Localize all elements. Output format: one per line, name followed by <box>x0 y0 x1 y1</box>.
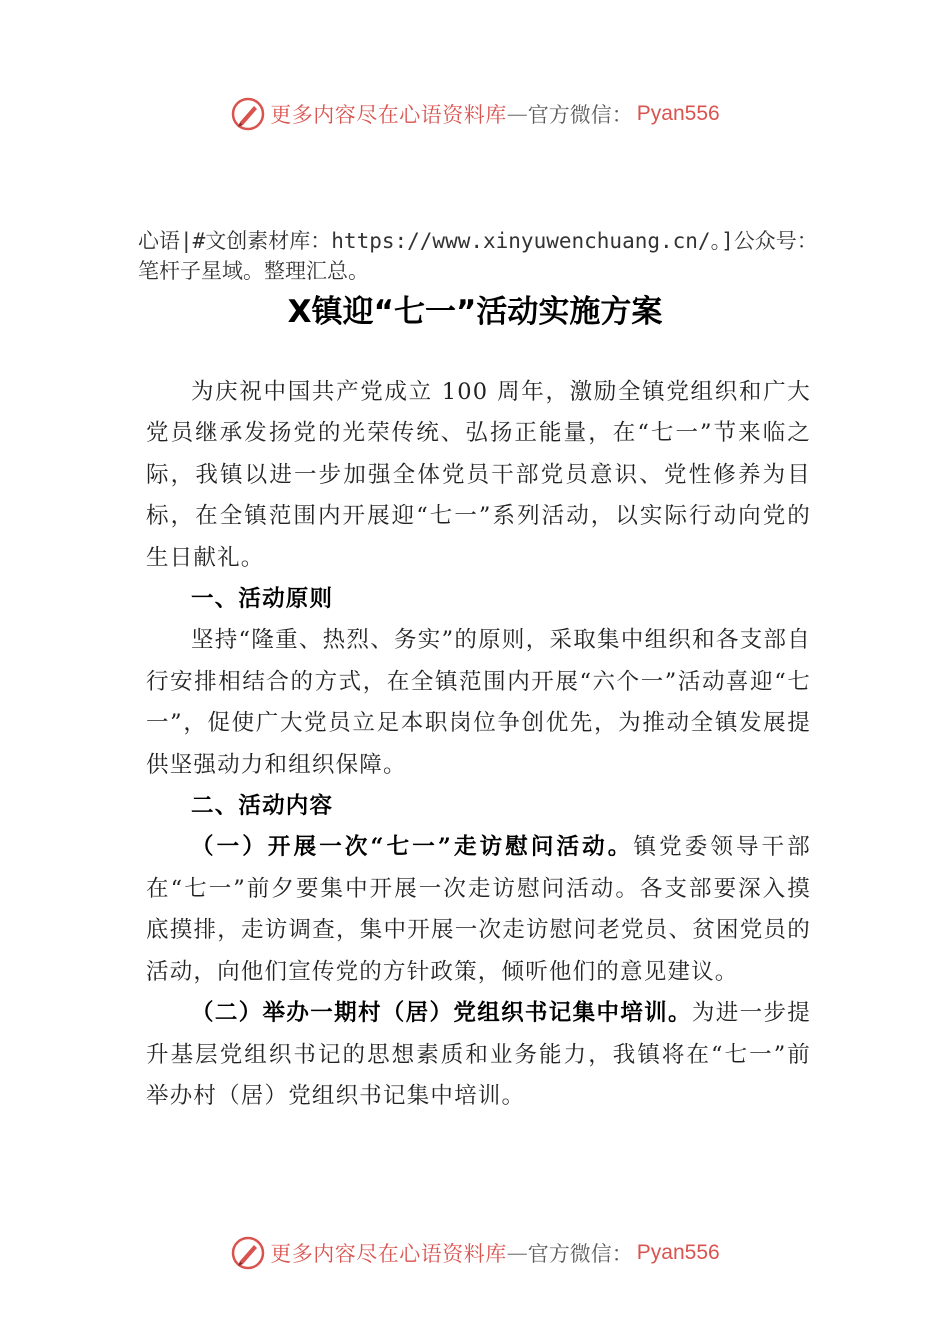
item-2-body: 为进一步提升基层党组织书记的思想素质和业务能力，我镇将在“七一”前举办村（居）党组织书记集中培训。 <box>146 1000 811 1109</box>
footer-banner-wechat-label: 官方微信： <box>527 1242 633 1266</box>
banner-wechat-label: 官方微信： <box>527 103 633 127</box>
footer-banner-text: 更多内容尽在心语资料库 <box>270 1242 507 1266</box>
content-item-1 <box>146 827 811 993</box>
item-2-lead: （二）举办一期村（居）党组织书记集中培训。 <box>191 1000 692 1027</box>
item-1-lead: （一）开展一次“七一”走访慰问活动。 <box>191 834 634 861</box>
section-heading-content: 二、活动内容 <box>191 793 334 820</box>
pen-circle-logo-icon <box>230 1235 266 1271</box>
footer-banner <box>0 1231 950 1275</box>
header-banner <box>0 92 950 136</box>
pen-circle-logo-icon <box>230 96 266 132</box>
document-body <box>146 372 811 1117</box>
source-note: 心语|#文创素材库：https://www.xinyuwenchuang.cn/。]公众号：笔杆子星域。整理汇总。 <box>138 229 818 283</box>
banner-text: 更多内容尽在心语资料库 <box>270 103 507 127</box>
document-title: X镇迎“七一”活动实施方案 <box>287 294 663 330</box>
principles-paragraph: 坚持“隆重、热烈、务实”的原则，采取集中组织和各支部自行安排相结合的方式，在全镇范围内开展“六个一”活动喜迎“七一”，促使广大党员立足本职岗位争创优先，为推动全镇发展提供坚强动力和组织保障。 <box>146 627 811 778</box>
section-heading-principles: 一、活动原则 <box>191 586 334 613</box>
footer-banner-separator: — <box>506 1241 528 1265</box>
banner-wechat-id: Pyan556 <box>636 102 720 125</box>
intro-paragraph: 为庆祝中国共产党成立 100 周年，激励全镇党组织和广大党员继承发扬党的光荣传统、弘扬正能量，在“七一”节来临之际，我镇以进一步加强全体党员干部党员意识、党性修养为目标，在全镇范围内开展迎“七一”系列活动，以实际行动向党的生日献礼。 <box>146 379 811 571</box>
content-item-2 <box>146 993 811 1117</box>
item-1-body: 镇党委领导干部在“七一”前夕要集中开展一次走访慰问活动。各支部要深入摸底摸排，走访调查，集中开展一次走访慰问老党员、贫困党员的活动，向他们宣传党的方针政策，倾听他们的意见建议。 <box>146 834 811 985</box>
footer-banner-wechat-id: Pyan556 <box>636 1241 720 1264</box>
banner-separator: — <box>506 102 528 126</box>
